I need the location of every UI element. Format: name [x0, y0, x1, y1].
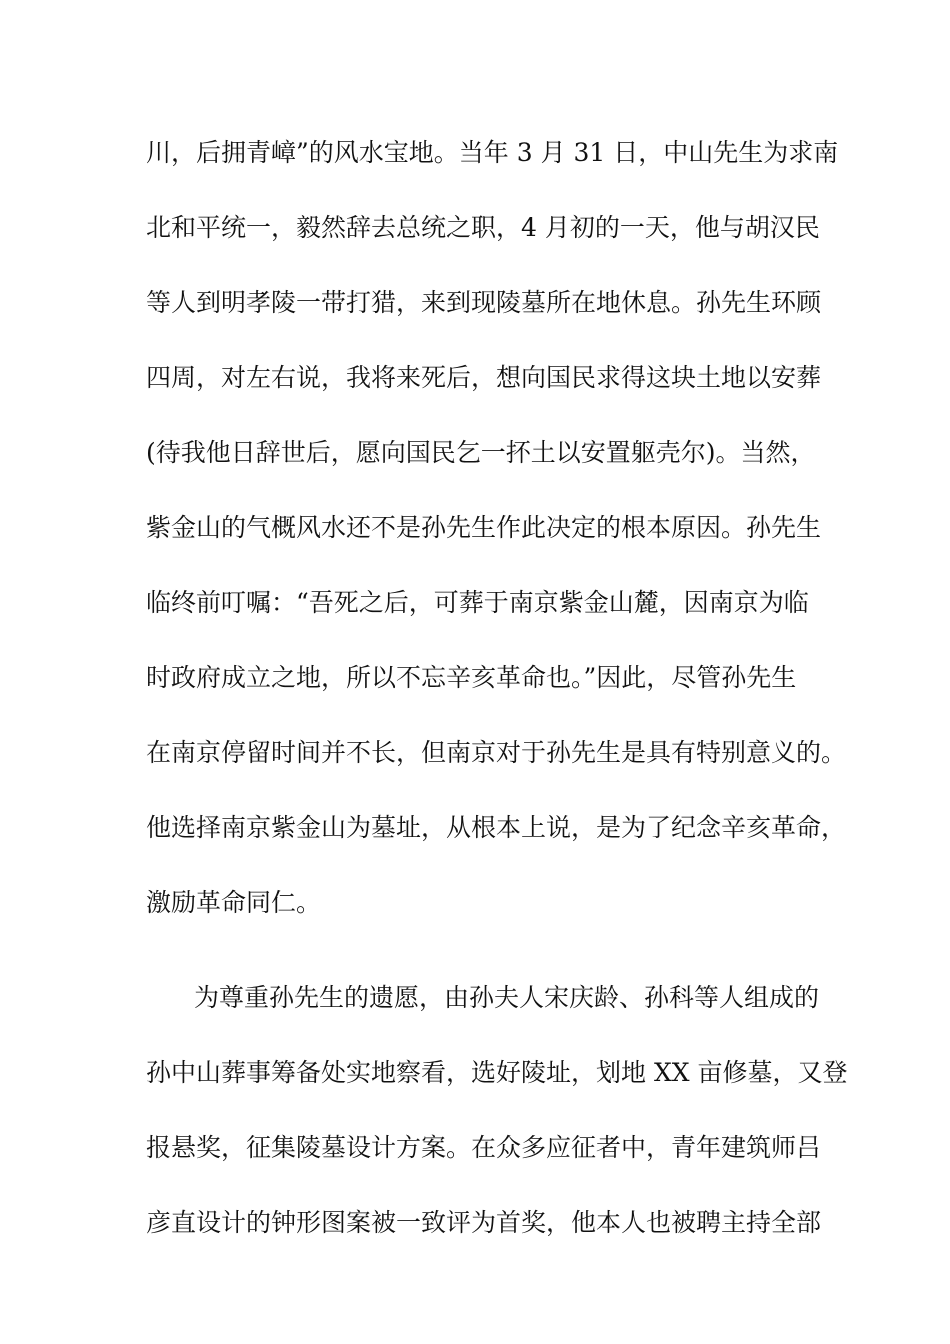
text-line: 川，后拥青嶂”的风水宝地。当年 3 月 31 日，中山先生为求南: [146, 138, 839, 167]
paragraph-1: [146, 128, 847, 953]
text-line: 临终前叮嘱：“吾死之后，可葬于南京紫金山麓，因南京为临: [146, 588, 809, 617]
text-line: 激励革命同仁。: [146, 888, 322, 917]
text-line: 他选择南京紫金山为墓址，从根本上说，是为了纪念辛亥革命，: [146, 813, 847, 842]
text-line: 时政府成立之地，所以不忘辛亥革命也。”因此，尽管孙先生: [146, 663, 797, 692]
text-line: 在南京停留时间并不长，但南京对于孙先生是具有特别意义的。: [146, 738, 847, 767]
body-text: [146, 128, 848, 1273]
text-line: 报悬奖，征集陵墓设计方案。在众多应征者中，青年建筑师吕: [146, 1133, 822, 1162]
text-line: 为尊重孙先生的遗愿，由孙夫人宋庆龄、孙科等人组成的: [194, 983, 820, 1012]
text-line: (待我他日辞世后，愿向国民乞一抔土以安置躯壳尔)。当然，: [146, 438, 816, 467]
paragraph-2: [146, 973, 848, 1273]
text-line: 孙中山葬事筹备处实地察看，选好陵址，划地 XX 亩修墓，又登: [146, 1058, 848, 1087]
text-line: 四周，对左右说，我将来死后，想向国民求得这块土地以安葬: [146, 363, 822, 392]
text-line: 彦直设计的钟形图案被一致评为首奖，他本人也被聘主持全部: [146, 1208, 822, 1237]
text-line: 紫金山的气概风水还不是孙先生作此决定的根本原因。孙先生: [146, 513, 822, 542]
text-line: 北和平统一，毅然辞去总统之职，4 月初的一天，他与胡汉民: [146, 213, 820, 242]
paragraph-spacer: [146, 953, 836, 973]
text-line: 等人到明孝陵一带打猎，来到现陵墓所在地休息。孙先生环顾: [146, 288, 822, 317]
